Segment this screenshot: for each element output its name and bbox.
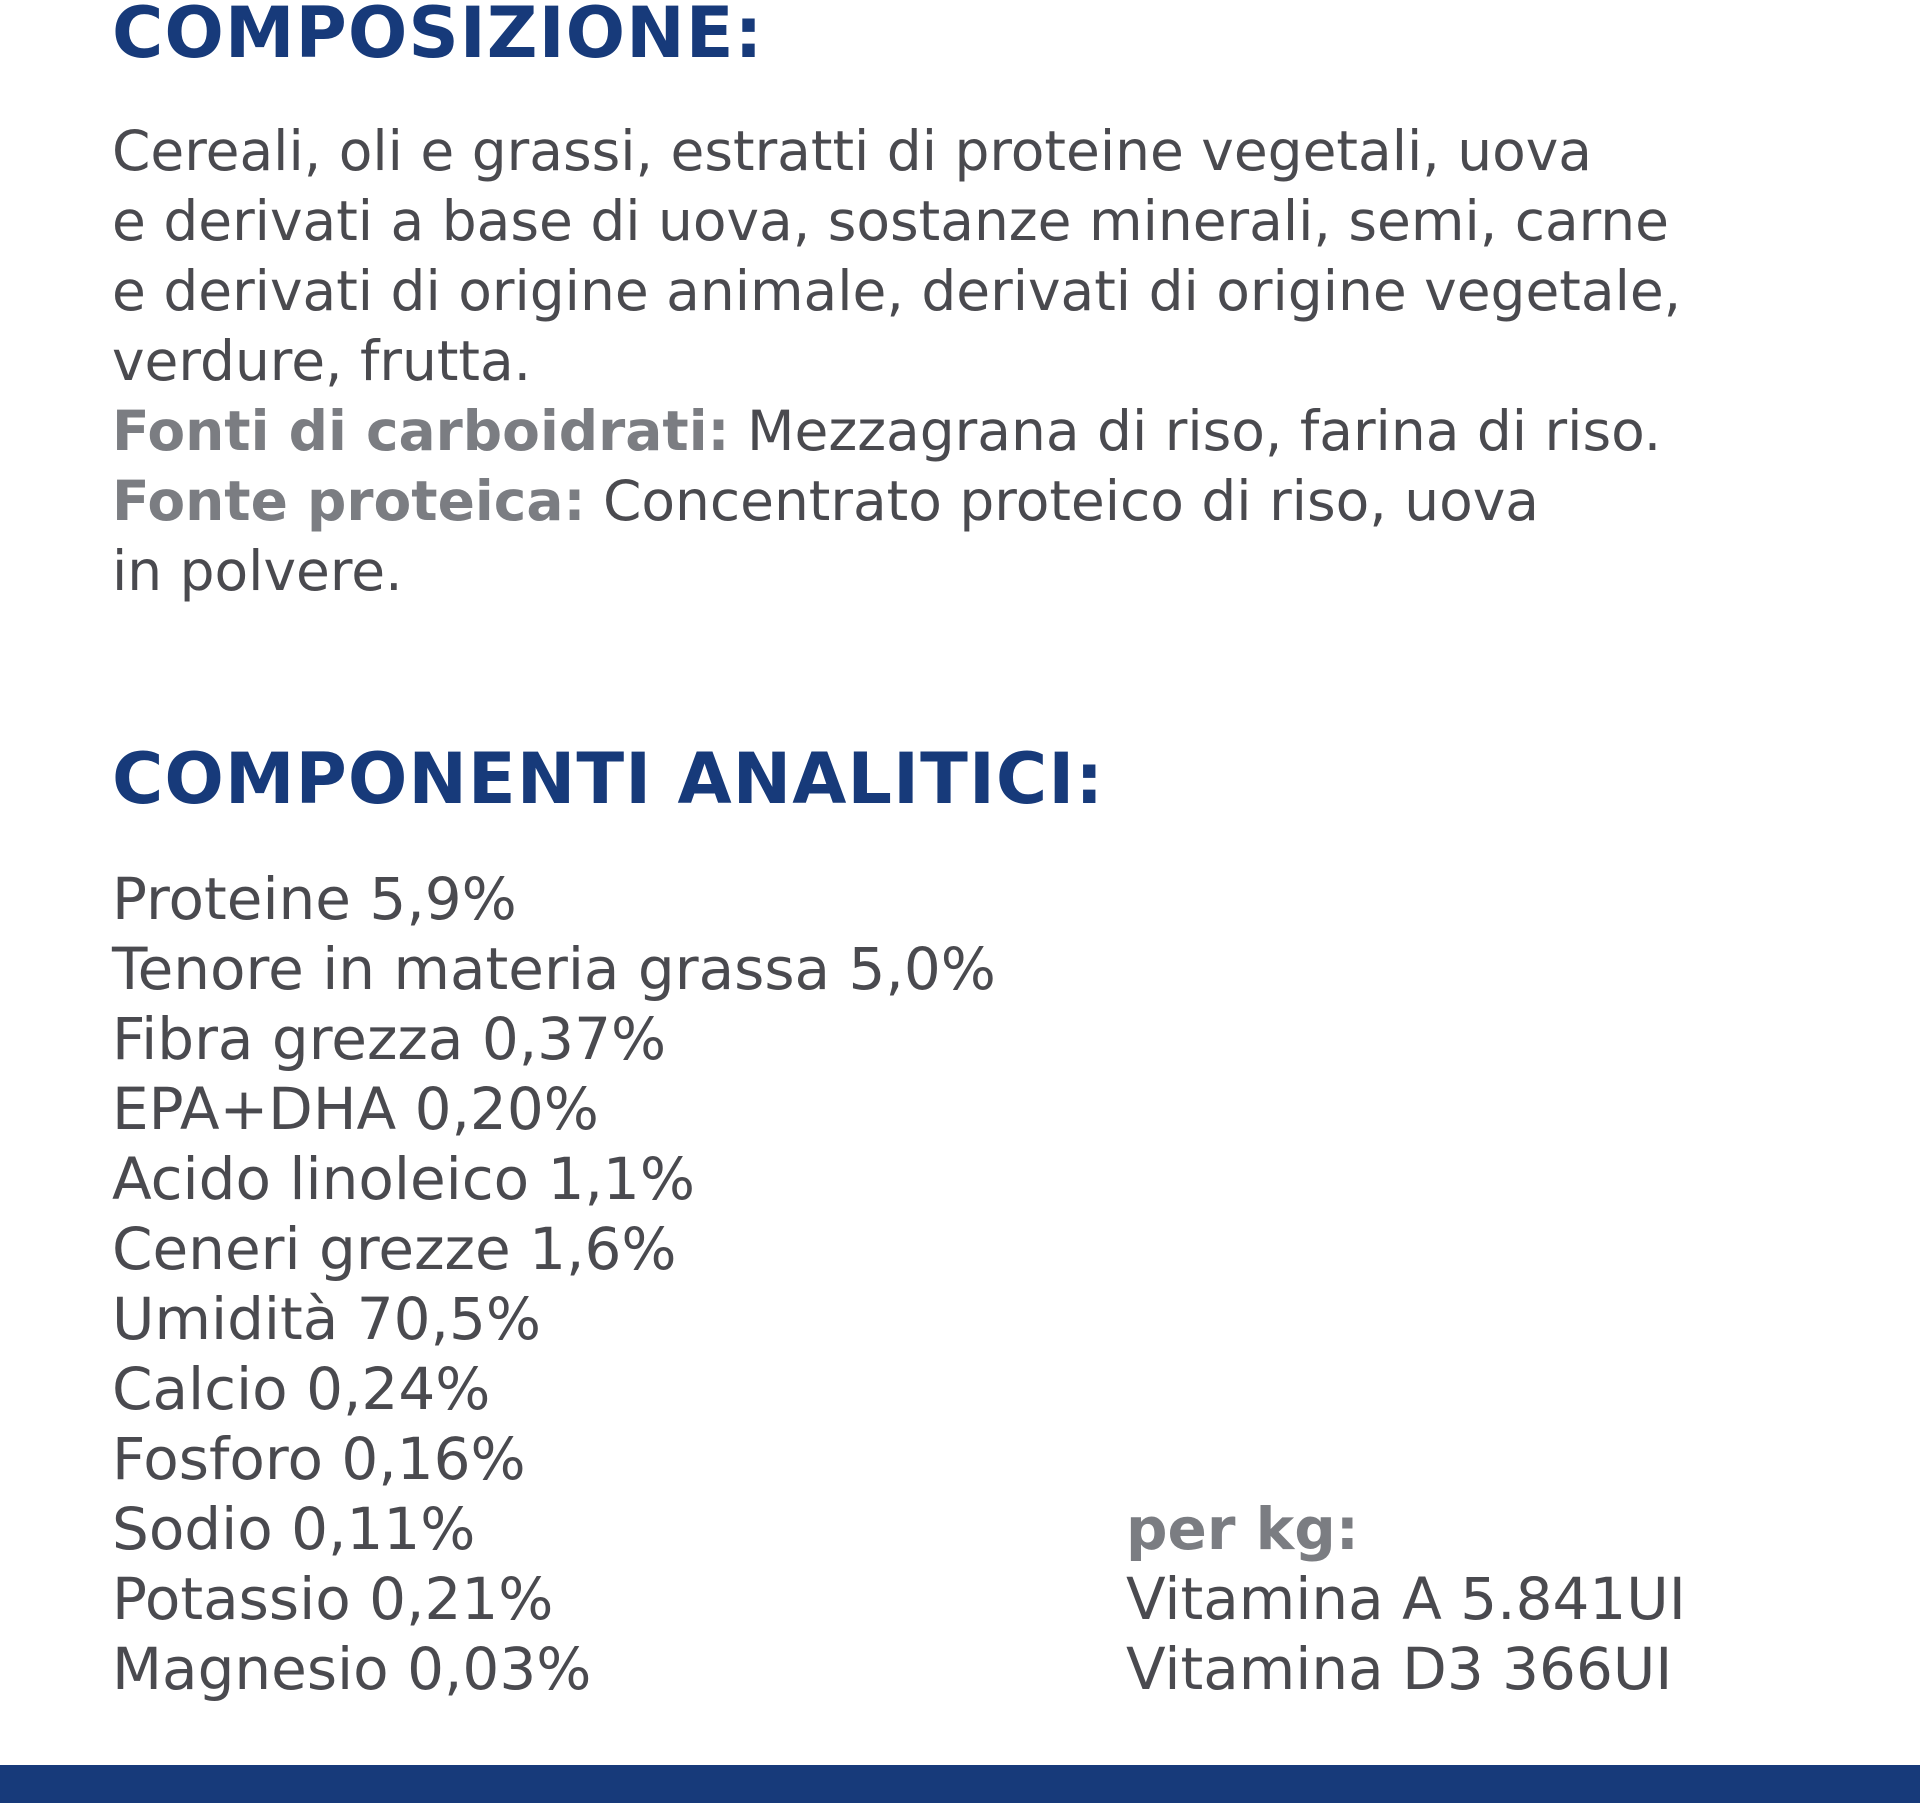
ingredients-line: Cereali, oli e grassi, estratti di proteine vegetali, uova [112,119,1592,183]
protein-source-value-continued: in polvere. [112,539,403,603]
analytic-item: EPA+DHA 0,20% [112,1075,599,1143]
analytic-item: Umidità 70,5% [112,1285,541,1353]
footer-bar [0,1765,1920,1803]
carbohydrate-sources [112,396,1872,466]
analytic-item: Ceneri grezze 1,6% [112,1215,677,1283]
analytic-item: Proteine 5,9% [112,865,517,933]
carbohydrate-sources-label: Fonti di carboidrati: [112,399,730,463]
per-kg-label: per kg: [1126,1495,1359,1563]
vitamin-item: Vitamina D3 366UI [1126,1635,1673,1703]
analytic-item: Fibra grezza 0,37% [112,1005,667,1073]
analytic-item: Fosforo 0,16% [112,1425,526,1493]
composition-section [112,116,1872,606]
ingredients-line: e derivati a base di uova, sostanze minerali, semi, carne [112,189,1669,253]
protein-source-label: Fonte proteica: [112,469,586,533]
ingredients-line: verdure, frutta. [112,329,532,393]
analytic-item: Calcio 0,24% [112,1355,491,1423]
protein-source [112,466,1872,606]
carbohydrate-sources-value: Mezzagrana di riso, farina di riso. [729,399,1662,463]
analytic-item: Magnesio 0,03% [112,1635,592,1703]
ingredients-line: e derivati di origine animale, derivati di origine vegetale, [112,259,1682,323]
vitamins-block [1126,1494,1686,1704]
protein-source-value: Concentrato proteico di riso, uova [585,469,1539,533]
analytic-item: Potassio 0,21% [112,1565,554,1633]
vitamin-item: Vitamina A 5.841UI [1126,1565,1686,1633]
analytic-heading: COMPONENTI ANALITICI: [112,738,1105,820]
analytic-item: Sodio 0,11% [112,1495,476,1563]
ingredients-paragraph [112,116,1872,396]
analytic-list [112,864,996,1704]
analytic-item: Tenore in materia grassa 5,0% [112,935,996,1003]
composition-heading: COMPOSIZIONE: [112,0,764,74]
analytic-item: Acido linoleico 1,1% [112,1145,695,1213]
